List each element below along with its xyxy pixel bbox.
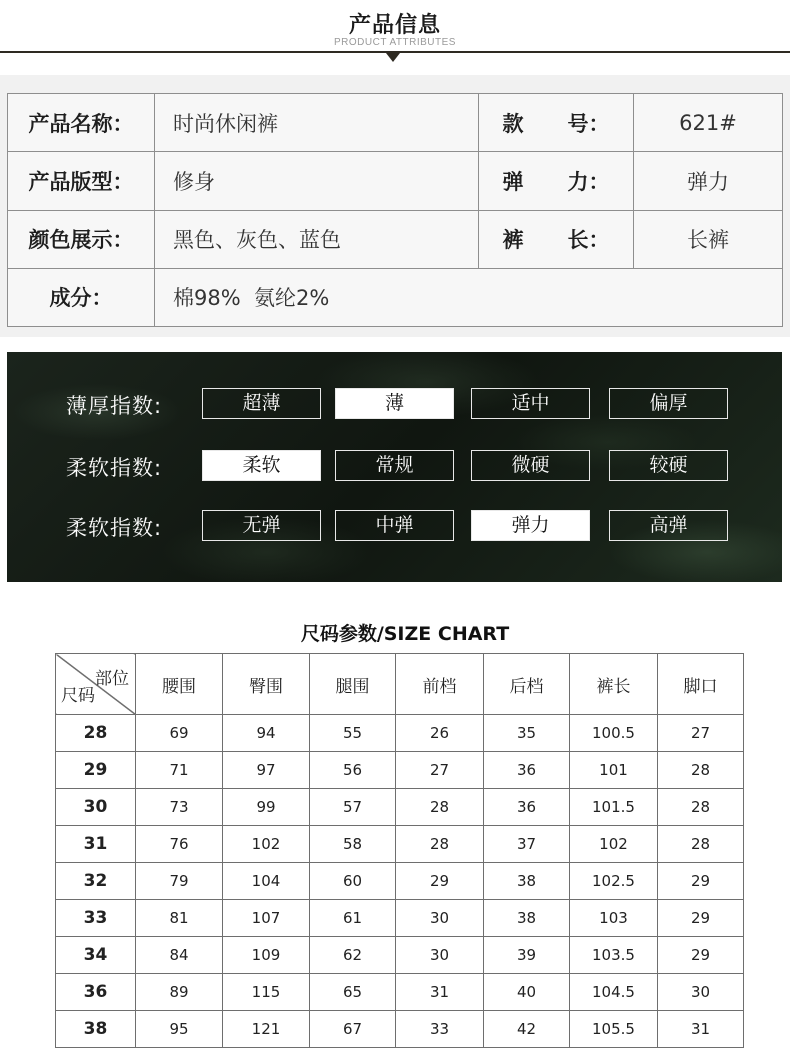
measure-cell: 94 bbox=[223, 715, 310, 752]
info-label-fit: 产品版型： bbox=[8, 152, 155, 210]
info-value-style-no: 621# bbox=[634, 94, 783, 152]
column-header-back-rise: 后档 bbox=[484, 654, 570, 715]
corner-label-size: 尺码 bbox=[61, 686, 95, 706]
info-label-composition: 成分： bbox=[8, 268, 155, 326]
measure-cell: 115 bbox=[223, 974, 310, 1011]
size-chart-header-row bbox=[56, 654, 744, 715]
softness-index-label: 柔软指数: bbox=[66, 456, 163, 480]
section-subtitle: PRODUCT ATTRIBUTES bbox=[334, 37, 456, 48]
info-value-colors: 黑色、灰色、蓝色 bbox=[155, 210, 479, 268]
measure-cell: 55 bbox=[310, 715, 396, 752]
column-header-length: 裤长 bbox=[570, 654, 658, 715]
measure-cell: 28 bbox=[658, 826, 744, 863]
measure-cell: 99 bbox=[223, 789, 310, 826]
section-title: 产品信息 bbox=[348, 13, 441, 38]
softness-option-slightly-hard: 微硬 bbox=[471, 450, 590, 481]
size-chart-corner-cell bbox=[56, 654, 136, 715]
measure-cell: 69 bbox=[136, 715, 223, 752]
measure-cell: 31 bbox=[658, 1011, 744, 1048]
elasticity-index-label: 柔软指数: bbox=[66, 516, 163, 540]
elasticity-option-medium: 中弹 bbox=[335, 510, 454, 541]
measure-cell: 28 bbox=[396, 789, 484, 826]
size-chart-table bbox=[55, 653, 744, 1048]
measure-cell: 30 bbox=[396, 937, 484, 974]
fabric-index-panel bbox=[7, 352, 782, 582]
elasticity-option-none: 无弹 bbox=[202, 510, 321, 541]
column-header-waist: 腰围 bbox=[136, 654, 223, 715]
measure-cell: 35 bbox=[484, 715, 570, 752]
info-label-name: 产品名称： bbox=[8, 94, 155, 152]
measure-cell: 79 bbox=[136, 863, 223, 900]
measure-cell: 40 bbox=[484, 974, 570, 1011]
info-value-fit: 修身 bbox=[155, 152, 479, 210]
size-cell: 29 bbox=[56, 752, 136, 789]
measure-cell: 89 bbox=[136, 974, 223, 1011]
measure-cell: 103 bbox=[570, 900, 658, 937]
info-row bbox=[8, 210, 783, 268]
label-part: 裤 bbox=[502, 228, 524, 253]
measure-cell: 36 bbox=[484, 789, 570, 826]
measure-cell: 104.5 bbox=[570, 974, 658, 1011]
measure-cell: 26 bbox=[396, 715, 484, 752]
measure-cell: 30 bbox=[658, 974, 744, 1011]
measure-cell: 103.5 bbox=[570, 937, 658, 974]
size-chart-title: 尺码参数/SIZE CHART bbox=[300, 623, 510, 645]
measure-cell: 107 bbox=[223, 900, 310, 937]
thickness-option-ultrathin: 超薄 bbox=[202, 388, 321, 419]
measure-cell: 42 bbox=[484, 1011, 570, 1048]
table-row bbox=[56, 900, 744, 937]
table-row bbox=[56, 937, 744, 974]
measure-cell: 57 bbox=[310, 789, 396, 826]
triangle-down-icon bbox=[386, 53, 400, 62]
measure-cell: 36 bbox=[484, 752, 570, 789]
thickness-option-medium: 适中 bbox=[471, 388, 590, 419]
measure-cell: 105.5 bbox=[570, 1011, 658, 1048]
size-cell: 28 bbox=[56, 715, 136, 752]
measure-cell: 38 bbox=[484, 900, 570, 937]
measure-cell: 29 bbox=[658, 937, 744, 974]
measure-cell: 29 bbox=[396, 863, 484, 900]
softness-option-hard: 较硬 bbox=[609, 450, 728, 481]
table-row bbox=[56, 752, 744, 789]
measure-cell: 102 bbox=[223, 826, 310, 863]
measure-cell: 67 bbox=[310, 1011, 396, 1048]
measure-cell: 58 bbox=[310, 826, 396, 863]
measure-cell: 37 bbox=[484, 826, 570, 863]
section-header bbox=[0, 0, 790, 72]
measure-cell: 62 bbox=[310, 937, 396, 974]
measure-cell: 71 bbox=[136, 752, 223, 789]
info-value-name: 时尚休闲裤 bbox=[155, 94, 479, 152]
elasticity-option-stretch: 弹力 bbox=[471, 510, 590, 541]
info-value-length: 长裤 bbox=[634, 210, 783, 268]
measure-cell: 95 bbox=[136, 1011, 223, 1048]
thickness-option-thin: 薄 bbox=[335, 388, 454, 419]
thickness-index-label: 薄厚指数: bbox=[66, 394, 163, 418]
info-label-style-no bbox=[479, 94, 634, 152]
table-row bbox=[56, 715, 744, 752]
measure-cell: 121 bbox=[223, 1011, 310, 1048]
measure-cell: 27 bbox=[658, 715, 744, 752]
measure-cell: 100.5 bbox=[570, 715, 658, 752]
column-header-front-rise: 前档 bbox=[396, 654, 484, 715]
table-row bbox=[56, 789, 744, 826]
label-part: 号： bbox=[567, 111, 610, 136]
elasticity-option-high: 高弹 bbox=[609, 510, 728, 541]
product-info-panel bbox=[0, 75, 790, 337]
measure-cell: 56 bbox=[310, 752, 396, 789]
measure-cell: 31 bbox=[396, 974, 484, 1011]
size-cell: 32 bbox=[56, 863, 136, 900]
info-row bbox=[8, 268, 783, 326]
label-part: 长： bbox=[567, 228, 610, 253]
size-cell: 31 bbox=[56, 826, 136, 863]
column-header-hip: 臀围 bbox=[223, 654, 310, 715]
column-header-hem: 脚口 bbox=[658, 654, 744, 715]
info-label-elasticity bbox=[479, 152, 634, 210]
size-cell: 36 bbox=[56, 974, 136, 1011]
info-label-length bbox=[479, 210, 634, 268]
measure-cell: 61 bbox=[310, 900, 396, 937]
measure-cell: 101 bbox=[570, 752, 658, 789]
measure-cell: 28 bbox=[658, 789, 744, 826]
measure-cell: 65 bbox=[310, 974, 396, 1011]
table-row bbox=[56, 1011, 744, 1048]
label-part: 弹 bbox=[502, 169, 524, 194]
size-cell: 33 bbox=[56, 900, 136, 937]
measure-cell: 39 bbox=[484, 937, 570, 974]
measure-cell: 60 bbox=[310, 863, 396, 900]
measure-cell: 76 bbox=[136, 826, 223, 863]
size-chart-body bbox=[56, 715, 744, 1048]
measure-cell: 30 bbox=[396, 900, 484, 937]
size-cell: 34 bbox=[56, 937, 136, 974]
measure-cell: 29 bbox=[658, 863, 744, 900]
label-part: 款 bbox=[502, 111, 524, 136]
measure-cell: 102.5 bbox=[570, 863, 658, 900]
measure-cell: 97 bbox=[223, 752, 310, 789]
measure-cell: 101.5 bbox=[570, 789, 658, 826]
label-part: 力： bbox=[567, 169, 610, 194]
measure-cell: 38 bbox=[484, 863, 570, 900]
info-row bbox=[8, 152, 783, 210]
measure-cell: 28 bbox=[658, 752, 744, 789]
product-info-table bbox=[7, 93, 783, 327]
column-header-thigh: 腿围 bbox=[310, 654, 396, 715]
measure-cell: 102 bbox=[570, 826, 658, 863]
measure-cell: 81 bbox=[136, 900, 223, 937]
info-label-colors: 颜色展示： bbox=[8, 210, 155, 268]
table-row bbox=[56, 974, 744, 1011]
size-cell: 38 bbox=[56, 1011, 136, 1048]
info-row bbox=[8, 94, 783, 152]
measure-cell: 27 bbox=[396, 752, 484, 789]
measure-cell: 33 bbox=[396, 1011, 484, 1048]
info-value-elasticity: 弹力 bbox=[634, 152, 783, 210]
corner-label-part: 部位 bbox=[95, 669, 129, 689]
table-row bbox=[56, 863, 744, 900]
measure-cell: 84 bbox=[136, 937, 223, 974]
info-value-composition: 棉98% 氨纶2% bbox=[155, 268, 783, 326]
measure-cell: 29 bbox=[658, 900, 744, 937]
softness-option-soft: 柔软 bbox=[202, 450, 321, 481]
measure-cell: 109 bbox=[223, 937, 310, 974]
table-row bbox=[56, 826, 744, 863]
size-cell: 30 bbox=[56, 789, 136, 826]
measure-cell: 73 bbox=[136, 789, 223, 826]
thickness-option-thick: 偏厚 bbox=[609, 388, 728, 419]
softness-option-regular: 常规 bbox=[335, 450, 454, 481]
measure-cell: 28 bbox=[396, 826, 484, 863]
measure-cell: 104 bbox=[223, 863, 310, 900]
